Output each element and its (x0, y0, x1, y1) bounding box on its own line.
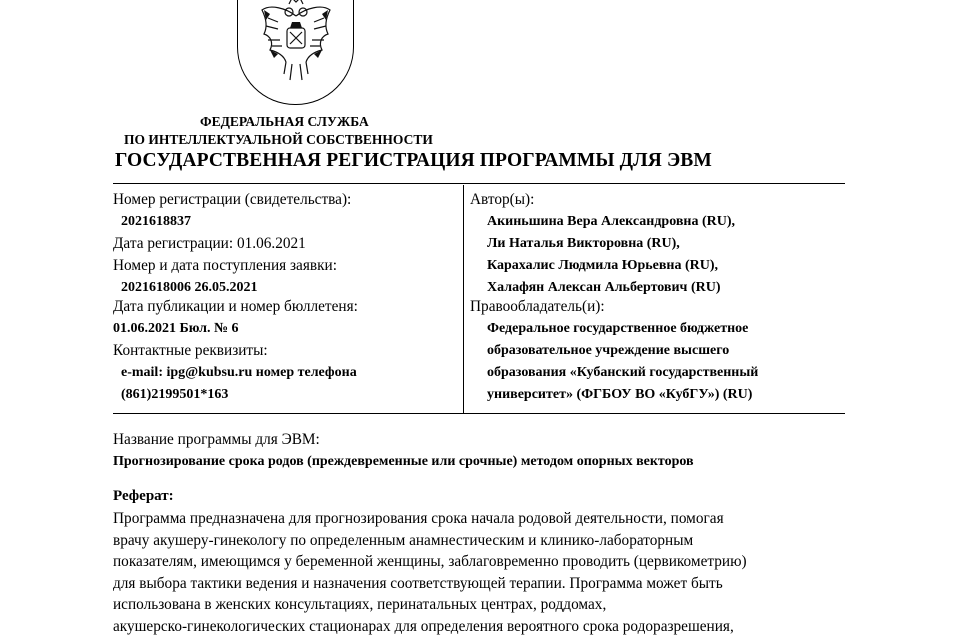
publication-label: Дата публикации и номер бюллетеня: (113, 298, 358, 315)
author-item: Акиньшина Вера Александровна (RU), (487, 214, 736, 229)
author-item: Халафян Алексан Альбертович (RU) (487, 280, 721, 295)
program-name: Прогнозирование срока родов (преждевременные или срочные) методом опорных векторов (113, 454, 694, 469)
coat-of-arms-emblem (256, 0, 336, 88)
column-divider (463, 185, 464, 413)
abstract-line: врачу акушеру-гинекологу по определенным анамнестическим и клинико-лабораторным (113, 531, 694, 549)
agency-name-line2: ПО ИНТЕЛЛЕКТУАЛЬНОЙ СОБСТВЕННОСТИ (124, 132, 433, 147)
bottom-rule (113, 413, 845, 414)
contacts-label: Контактные реквизиты: (113, 342, 268, 359)
program-name-label: Название программы для ЭВМ: (113, 431, 320, 448)
document-title: ГОСУДАРСТВЕННАЯ РЕГИСТРАЦИЯ ПРОГРАММЫ ДЛЯ ЭВМ (115, 150, 712, 171)
reg-date-value: 01.06.2021 (236, 235, 306, 252)
authors-label: Автор(ы): (470, 191, 535, 208)
emblem-frame (237, 0, 354, 105)
application-label: Номер и дата поступления заявки: (113, 257, 337, 274)
reg-number-label: Номер регистрации (свидетельства): (113, 191, 352, 208)
author-item: Карахалис Людмила Юрьевна (RU), (487, 258, 719, 273)
abstract-text (113, 508, 903, 637)
reg-date-label: Дата регистрации: (113, 235, 234, 252)
publication-value: 01.06.2021 Бюл. № 6 (113, 321, 239, 336)
holder-line: Федеральное государственное бюджетное (487, 321, 749, 336)
holder-line: образования «Кубанский государственный (487, 365, 759, 380)
application-value: 2021618006 26.05.2021 (121, 280, 258, 295)
abstract-line: показателям, имеющимся у беременной женщины, заблаговременно проводить (цервикометрию) (113, 553, 747, 570)
holder-label: Правообладатель(и): (470, 298, 605, 315)
abstract-line: использована в женских консультациях, перинатальных центрах, роддомах, (113, 596, 607, 613)
agency-name-line1: ФЕДЕРАЛЬНАЯ СЛУЖБА (200, 114, 369, 129)
abstract-line: для выбора тактики ведения и назначения соответствующей терапии. Программа может быть (113, 574, 723, 592)
contacts-line-1: e-mail: ipg@kubsu.ru номер телефона (121, 365, 357, 380)
holder-line: университет» (ФГБОУ ВО «КубГУ») (RU) (487, 387, 753, 402)
holder-line: образовательное учреждение высшего (487, 343, 730, 358)
reg-number-value: 2021618837 (121, 214, 191, 229)
abstract-label: Реферат: (113, 488, 174, 504)
top-rule (113, 183, 845, 184)
contacts-line-2: (861)2199501*163 (121, 387, 229, 402)
reg-date-line (113, 235, 306, 253)
abstract-line: Программа предназначена для прогнозирования срока начала родовой деятельности, помогая (113, 510, 724, 527)
author-item: Ли Наталья Викторовна (RU), (487, 236, 680, 251)
abstract-line: акушерско-гинекологических стационарах для определения вероятного срока родоразрешения, (113, 617, 734, 635)
